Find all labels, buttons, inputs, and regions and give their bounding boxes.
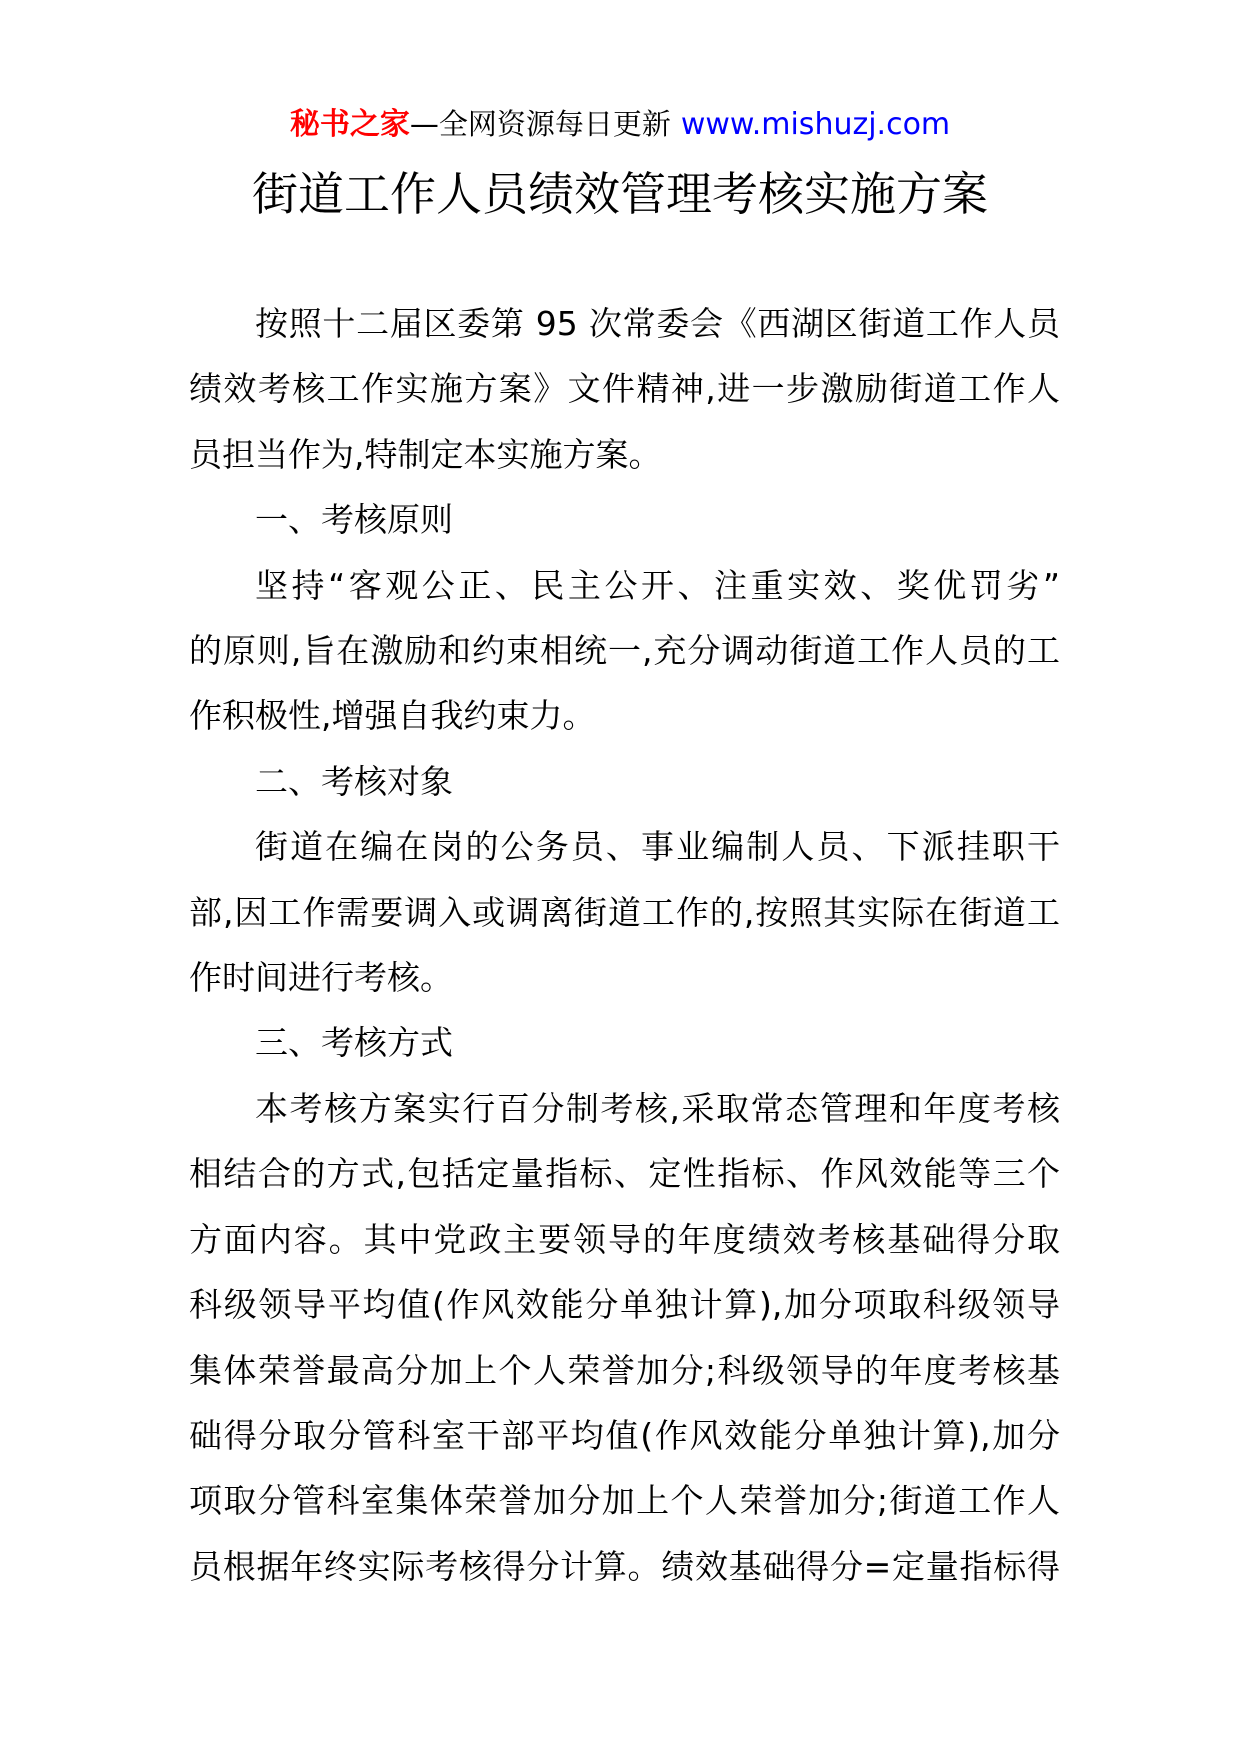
paragraph-line: 按照十二届区委第 95 次常委会《西湖区街道工作人员 <box>255 304 1060 343</box>
section-targets <box>189 749 1060 1011</box>
section-heading: 一、考核原则 <box>255 500 453 540</box>
section-methods <box>189 1010 1060 1599</box>
paragraph-line: 作积极性,增强自我约束力。 <box>189 696 596 736</box>
paragraph-line: 员担当作为,特制定本实施方案。 <box>189 434 662 474</box>
section-heading: 三、考核方式 <box>255 1023 453 1063</box>
paragraph-line: 础得分取分管科室干部平均值(作风效能分单独计算),加分 <box>189 1415 1060 1455</box>
paragraph-line: 的原则,旨在激励和约束相统一,充分调动街道工作人员的工 <box>189 631 1060 671</box>
paragraph-line: 坚持“客观公正、民主公开、注重实效、奖优罚劣” <box>255 565 1060 605</box>
paragraph-line: 作时间进行考核。 <box>189 958 453 998</box>
paragraph-line: 集体荣誉最高分加上个人荣誉加分;科级领导的年度考核基 <box>189 1350 1060 1390</box>
section-heading: 二、考核对象 <box>255 761 453 801</box>
paragraph-line: 方面内容。其中党政主要领导的年度绩效考核基础得分取 <box>189 1219 1060 1259</box>
paragraph-line: 本考核方案实行百分制考核,采取常态管理和年度考核 <box>255 1088 1060 1128</box>
paragraph-line: 街道在编在岗的公务员、事业编制人员、下派挂职干 <box>255 827 1060 867</box>
paragraph-line: 项取分管科室集体荣誉加分加上个人荣誉加分;街道工作人 <box>189 1481 1060 1521</box>
paragraph-line: 绩效考核工作实施方案》文件精神,进一步激励街道工作人 <box>189 369 1060 409</box>
document-body <box>189 291 1060 1599</box>
paragraph-line: 科级领导平均值(作风效能分单独计算),加分项取科级领导 <box>189 1285 1060 1325</box>
paragraph-line: 员根据年终实际考核得分计算。绩效基础得分=定量指标得 <box>189 1546 1060 1586</box>
paragraph-line: 部,因工作需要调入或调离街道工作的,按照其实际在街道工 <box>189 892 1060 932</box>
intro-paragraph <box>189 291 1060 487</box>
header-tagline: —全网资源每日更新 <box>409 107 671 141</box>
site-url: www.mishuzj.com <box>680 107 951 142</box>
document-title: 街道工作人员绩效管理考核实施方案 <box>252 167 988 221</box>
section-principles <box>189 487 1060 749</box>
page-header <box>0 102 1240 146</box>
paragraph-line: 相结合的方式,包括定量指标、定性指标、作风效能等三个 <box>189 1154 1060 1194</box>
brand-name: 秘书之家 <box>289 107 410 142</box>
